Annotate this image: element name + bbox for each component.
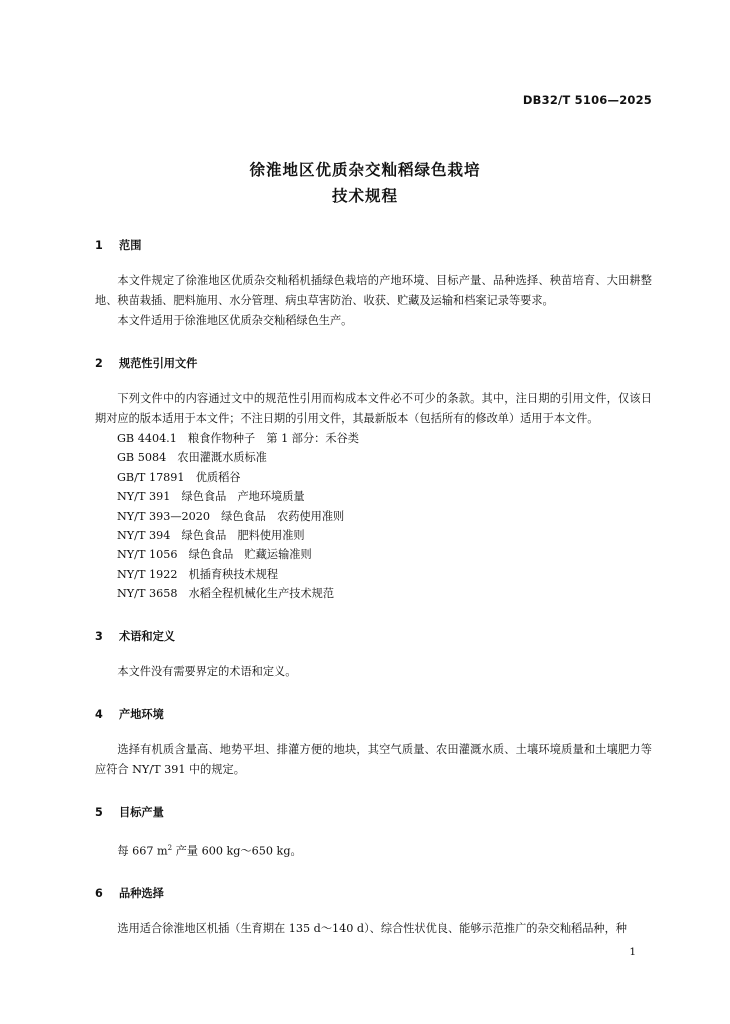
section-2-heading bbox=[95, 354, 652, 374]
section-1-paragraph-1: 本文件规定了徐淮地区优质杂交籼稻机插绿色栽培的产地环境、目标产量、品种选择、秧苗培育、大田耕整地、秧苗栽插、肥料施用、水分管理、病虫草害防治、收获、贮藏及运输和档案记录等要求。 bbox=[95, 274, 652, 307]
section-number: 6 bbox=[95, 887, 103, 901]
standard-code: DB32/T 5106—2025 bbox=[522, 93, 652, 107]
reference-item: NY/T 1922 机插育秧技术规程 bbox=[117, 567, 279, 581]
section-title: 目标产量 bbox=[119, 805, 164, 819]
yield-text-pre: 每 667 m bbox=[117, 844, 168, 858]
section-1-heading bbox=[95, 236, 652, 256]
section-4-heading bbox=[95, 705, 652, 725]
section-number: 5 bbox=[95, 805, 103, 819]
section-5-paragraph bbox=[95, 838, 652, 862]
section-title: 品种选择 bbox=[119, 887, 164, 901]
document-body bbox=[95, 236, 652, 939]
document-title bbox=[0, 157, 730, 209]
reference-item: GB/T 17891 优质稻谷 bbox=[117, 470, 241, 484]
section-1-paragraph-2: 本文件适用于徐淮地区优质杂交籼稻绿色生产。 bbox=[117, 314, 353, 327]
page-number: 1 bbox=[629, 946, 636, 958]
section-4-paragraph: 选择有机质含量高、地势平坦、排灌方便的地块，其空气质量、农田灌溉水质、土壤环境质量和土壤肥力等应符合 NY/T 391 中的规定。 bbox=[95, 742, 652, 776]
reference-item: NY/T 1056 绿色食品 贮藏运输准则 bbox=[117, 548, 312, 562]
area-unit-exponent: 2 bbox=[167, 843, 173, 852]
section-6-paragraph: 选用适合徐淮地区机插（生育期在 135 d～140 d）、综合性状优良、能够示范推广的杂交籼稻品种，种 bbox=[117, 922, 627, 936]
reference-item: GB 4404.1 粮食作物种子 第 1 部分：禾谷类 bbox=[117, 432, 359, 445]
section-3-heading bbox=[95, 627, 652, 647]
title-line-2: 技术规程 bbox=[331, 187, 398, 205]
reference-item: NY/T 394 绿色食品 肥料使用准则 bbox=[117, 529, 305, 543]
section-title: 术语和定义 bbox=[119, 629, 175, 643]
title-line-1: 徐淮地区优质杂交籼稻绿色栽培 bbox=[249, 161, 481, 179]
section-number: 3 bbox=[95, 629, 103, 643]
section-2-intro: 下列文件中的内容通过文中的规范性引用而构成本文件必不可少的条款。其中，注日期的引用文件，仅该日期对应的版本适用于本文件；不注日期的引用文件，其最新版本（包括所有的修改单）适用于本文件。 bbox=[95, 392, 652, 425]
reference-list bbox=[95, 429, 652, 604]
section-6-heading bbox=[95, 884, 652, 904]
section-3-paragraph: 本文件没有需要界定的术语和定义。 bbox=[117, 664, 297, 678]
reference-item: NY/T 391 绿色食品 产地环境质量 bbox=[117, 490, 305, 504]
section-5-heading bbox=[95, 803, 652, 823]
reference-item: NY/T 3658 水稻全程机械化生产技术规范 bbox=[117, 587, 335, 601]
section-title: 产地环境 bbox=[119, 707, 164, 721]
reference-item: GB 5084 农田灌溉水质标准 bbox=[117, 451, 267, 465]
section-number: 2 bbox=[95, 357, 103, 370]
section-title: 规范性引用文件 bbox=[119, 357, 198, 370]
reference-item: NY/T 393—2020 绿色食品 农药使用准则 bbox=[117, 509, 345, 523]
section-number: 1 bbox=[95, 239, 103, 252]
section-title: 范围 bbox=[119, 239, 142, 252]
yield-text-post: 产量 600 kg～650 kg。 bbox=[172, 844, 302, 858]
section-number: 4 bbox=[95, 707, 103, 721]
